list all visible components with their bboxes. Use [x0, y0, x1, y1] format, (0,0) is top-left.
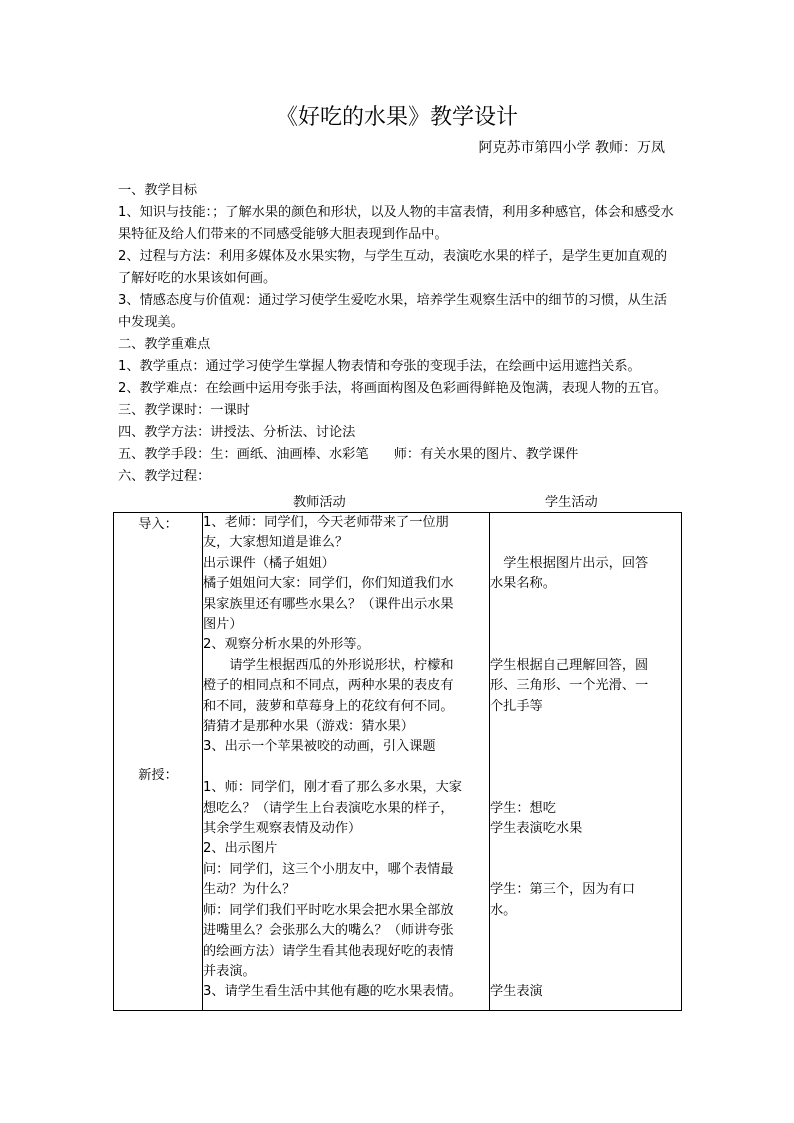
goal-process: 2、过程与方法：利用多媒体及水果实物，与学生互动，表演吃水果的样子，是学生更加直观的了解好吃的水果该如何画。	[118, 249, 668, 286]
student-line: 水果名称。	[490, 576, 556, 592]
teacher-line: 进嘴里么？会张那么大的嘴么？（师讲夸张	[203, 923, 454, 939]
stage-intro-label: 导入：	[138, 517, 178, 532]
student-line	[490, 737, 681, 757]
teacher-line: 橘子姐姐问大家：同学们，你们知道我们水	[203, 576, 454, 592]
teacher-line: 3、出示一个苹果被咬的动画，引入课题	[203, 739, 436, 755]
teacher-line: 果家族里还有哪些水果么？（课件出示水果	[203, 596, 454, 612]
student-line: 水。	[490, 902, 517, 918]
student-line: 学生表演	[490, 984, 543, 1000]
teacher-activity-header: 教师活动	[293, 495, 346, 510]
teaching-methods: 四、教学方法：讲授法、分析法、讨论法	[118, 425, 356, 440]
student-line	[490, 513, 681, 533]
teaching-means: 五、教学手段：生：画纸、油画棒、水彩笔 师：有关水果的图片、教学课件	[118, 447, 579, 462]
teacher-activity-cell	[203, 513, 490, 1011]
stage-cell	[114, 513, 203, 1011]
teacher-line: 师：同学们我们平时吃水果会把水果全部放	[203, 902, 454, 918]
student-line	[490, 839, 681, 859]
goal-knowledge: 1、知识与技能：；了解水果的颜色和形状，以及人物的丰富表情，利用多种感官，体会和感受水果特征及给人们带来的不同感受能够大胆表现到作品中。	[118, 205, 674, 242]
teacher-line	[203, 758, 489, 778]
teacher-line: 2、出示图片	[203, 841, 278, 857]
key-point: 1、教学重点：通过学习使学生掌握人物表情和夸张的变现手法，在绘画中运用遮挡关系。	[118, 359, 641, 374]
difficult-point: 2、教学难点：在绘画中运用夸张手法，将画面构图及色彩画得鲜艳及饱满，表现人物的五官。	[118, 381, 668, 396]
student-activity-header: 学生活动	[545, 495, 598, 510]
student-line: 学生：第三个，因为有口	[490, 882, 636, 898]
student-line	[490, 595, 681, 615]
teacher-line: 并表演。	[203, 963, 256, 979]
student-line	[490, 860, 681, 880]
teacher-line: 1、老师：同学们，今天老师带来了一位朋	[203, 515, 449, 530]
student-line	[490, 758, 681, 778]
student-line: 学生：想吃	[490, 800, 556, 816]
teacher-line: 橙子的相同点和不同点，两种水果的表皮有	[203, 678, 454, 694]
document-title: 《好吃的水果》教学设计	[275, 105, 518, 130]
class-hours: 三、教学课时：一课时	[118, 403, 250, 418]
teacher-line: 的绘画方法）请学生看其他表现好吃的表情	[203, 943, 454, 959]
teaching-process-table	[113, 512, 682, 1011]
teacher-line: 请学生根据西瓜的外形说形状，柠檬和	[229, 657, 454, 673]
teacher-line: 图片）	[203, 617, 243, 633]
stage-new-label: 新授：	[138, 768, 178, 783]
teacher-line: 出示课件（橘子姐姐）	[203, 555, 335, 571]
teacher-line: 1、师：同学们，刚才看了那么多水果，大家	[203, 780, 462, 796]
student-line	[490, 635, 681, 655]
key-points-heading: 二、教学重难点	[118, 337, 211, 352]
student-line: 学生根据图片出示，回答	[503, 555, 649, 571]
student-line: 个扎手等	[490, 698, 543, 714]
teacher-line: 和不同，菠萝和草莓身上的花纹有何不同。	[203, 698, 454, 714]
student-line	[490, 717, 681, 737]
teacher-line: 友，大家想知道是谁么？	[203, 535, 349, 551]
teacher-line: 3、请学生看生活中其他有趣的吃水果表情。	[203, 984, 462, 1000]
student-line: 学生表演吃水果	[490, 820, 583, 836]
goal-heading: 一、教学目标	[118, 183, 198, 198]
author-line: 阿克苏市第四小学 教师：万凤	[478, 140, 665, 156]
document-body	[118, 180, 678, 488]
process-heading: 六、教学过程：	[118, 469, 211, 484]
student-line: 形、三角形、一个光滑、一	[490, 678, 649, 694]
table-row	[114, 513, 682, 1011]
teacher-line: 问：同学们，这三个小朋友中，哪个表情最	[203, 861, 454, 877]
goal-attitude: 3、情感态度与价值观：通过学习使学生爱吃水果，培养学生观察生活中的细节的习惯，从生活中发现美。	[118, 293, 668, 330]
student-line	[490, 921, 681, 941]
teacher-line: 想吃么？（请学生上台表演吃水果的样子，	[203, 800, 454, 816]
student-line	[490, 941, 681, 961]
teacher-line: 猜猜才是那种水果（游戏：猜水果）	[203, 719, 414, 735]
student-line	[490, 533, 681, 553]
teacher-line: 生动？为什么？	[203, 882, 296, 898]
student-line	[490, 778, 681, 798]
student-line	[490, 962, 681, 982]
student-line	[490, 615, 681, 635]
teacher-line: 2、观察分析水果的外形等。	[203, 637, 370, 653]
student-line: 学生根据自己理解回答，圆	[490, 657, 649, 673]
teacher-line: 其余学生观察表情及动作）	[203, 821, 362, 837]
student-activity-cell	[490, 513, 682, 1011]
